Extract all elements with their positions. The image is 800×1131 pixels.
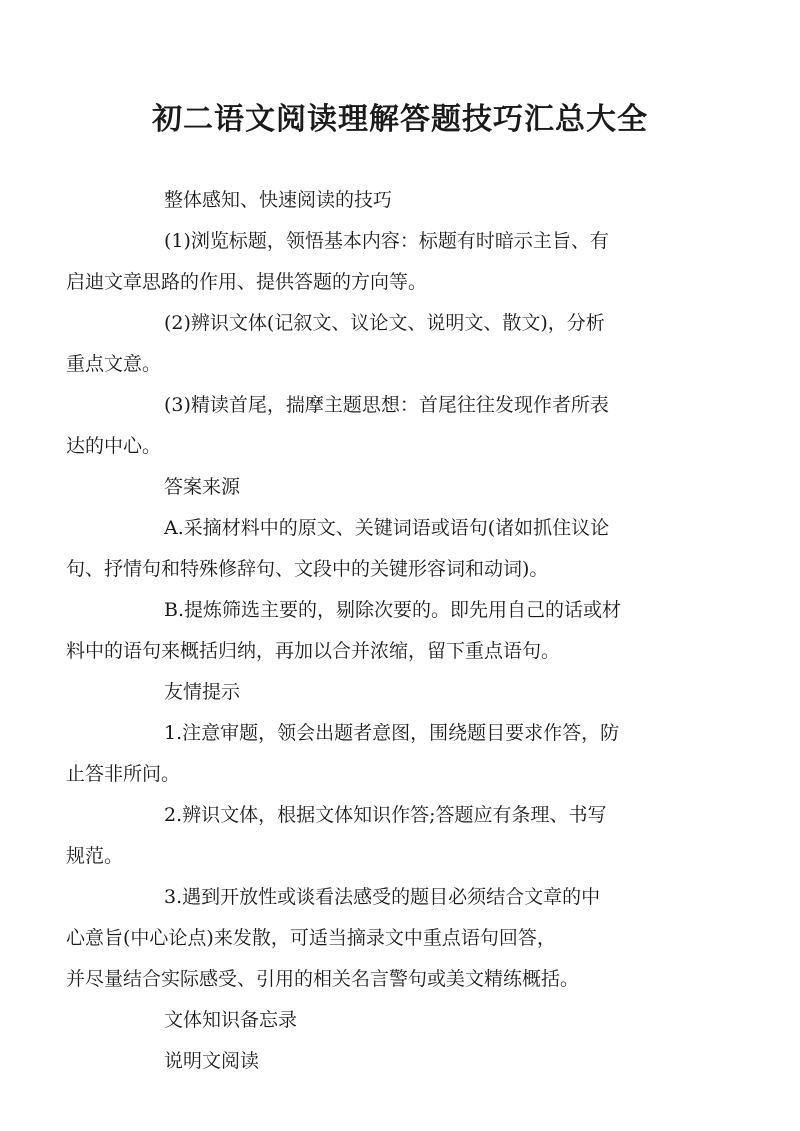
paragraph [66, 795, 685, 877]
paragraph [115, 180, 685, 221]
paragraph [66, 590, 685, 672]
paragraph-line: 文体知识备忘录 [164, 1009, 298, 1031]
paragraph-line: 止答非所问。 [66, 763, 181, 785]
paragraph-line: 达的中心。 [66, 435, 162, 457]
paragraph [115, 467, 685, 508]
paragraph-line: 重点文意。 [66, 353, 162, 375]
paragraph-line: 友情提示 [164, 681, 241, 703]
paragraph [66, 303, 685, 385]
paragraph-line: 句、抒情句和特殊修辞句、文段中的关键形容词和动词)。 [66, 558, 549, 580]
paragraph [66, 877, 685, 1000]
paragraph-line: 说明文阅读 [164, 1050, 260, 1072]
paragraph-line: 整体感知、快速阅读的技巧 [164, 189, 393, 211]
paragraph [115, 1000, 685, 1041]
paragraph [115, 1041, 685, 1082]
paragraph-line: 1.注意审题，领会出题者意图，围绕题目要求作答，防 [164, 722, 620, 744]
paragraph-line: 2.辨识文体，根据文体知识作答;答题应有条理、书写 [164, 804, 607, 826]
paragraph [115, 672, 685, 713]
document-body [66, 180, 685, 1082]
paragraph [66, 713, 685, 795]
paragraph-line: 规范。 [66, 845, 124, 867]
paragraph-line: 心意旨(中心论点)来发散，可适当摘录文中重点语句回答， [66, 927, 556, 949]
paragraph-line: 3.遇到开放性或谈看法感受的题目必须结合文章的中 [164, 886, 601, 908]
paragraph-line: B.提炼筛选主要的，剔除次要的。即先用自己的话或材 [164, 599, 622, 621]
paragraph [66, 385, 685, 467]
paragraph [66, 508, 685, 590]
paragraph-line: 并尽量结合实际感受、引用的相关名言警句或美文精练概括。 [66, 968, 580, 990]
paragraph-line: (3)精读首尾，揣摩主题思想：首尾往往发现作者所表 [164, 394, 609, 416]
paragraph-line: (1)浏览标题，领悟基本内容：标题有时暗示主旨、有 [164, 230, 609, 252]
document-title: 初二语文阅读理解答题技巧汇总大全 [152, 102, 648, 137]
paragraph-line: A.采摘材料中的原文、关键词语或语句(诸如抓住议论 [164, 517, 610, 539]
paragraph-line: (2)辨识文体(记叙文、议论文、说明文、散文)，分析 [164, 312, 605, 334]
paragraph-line: 启迪文章思路的作用、提供答题的方向等。 [66, 271, 428, 293]
paragraph [66, 221, 685, 303]
paragraph-line: 答案来源 [164, 476, 241, 498]
paragraph-line: 料中的语句来概括归纳，再加以合并浓缩，留下重点语句。 [66, 640, 561, 662]
